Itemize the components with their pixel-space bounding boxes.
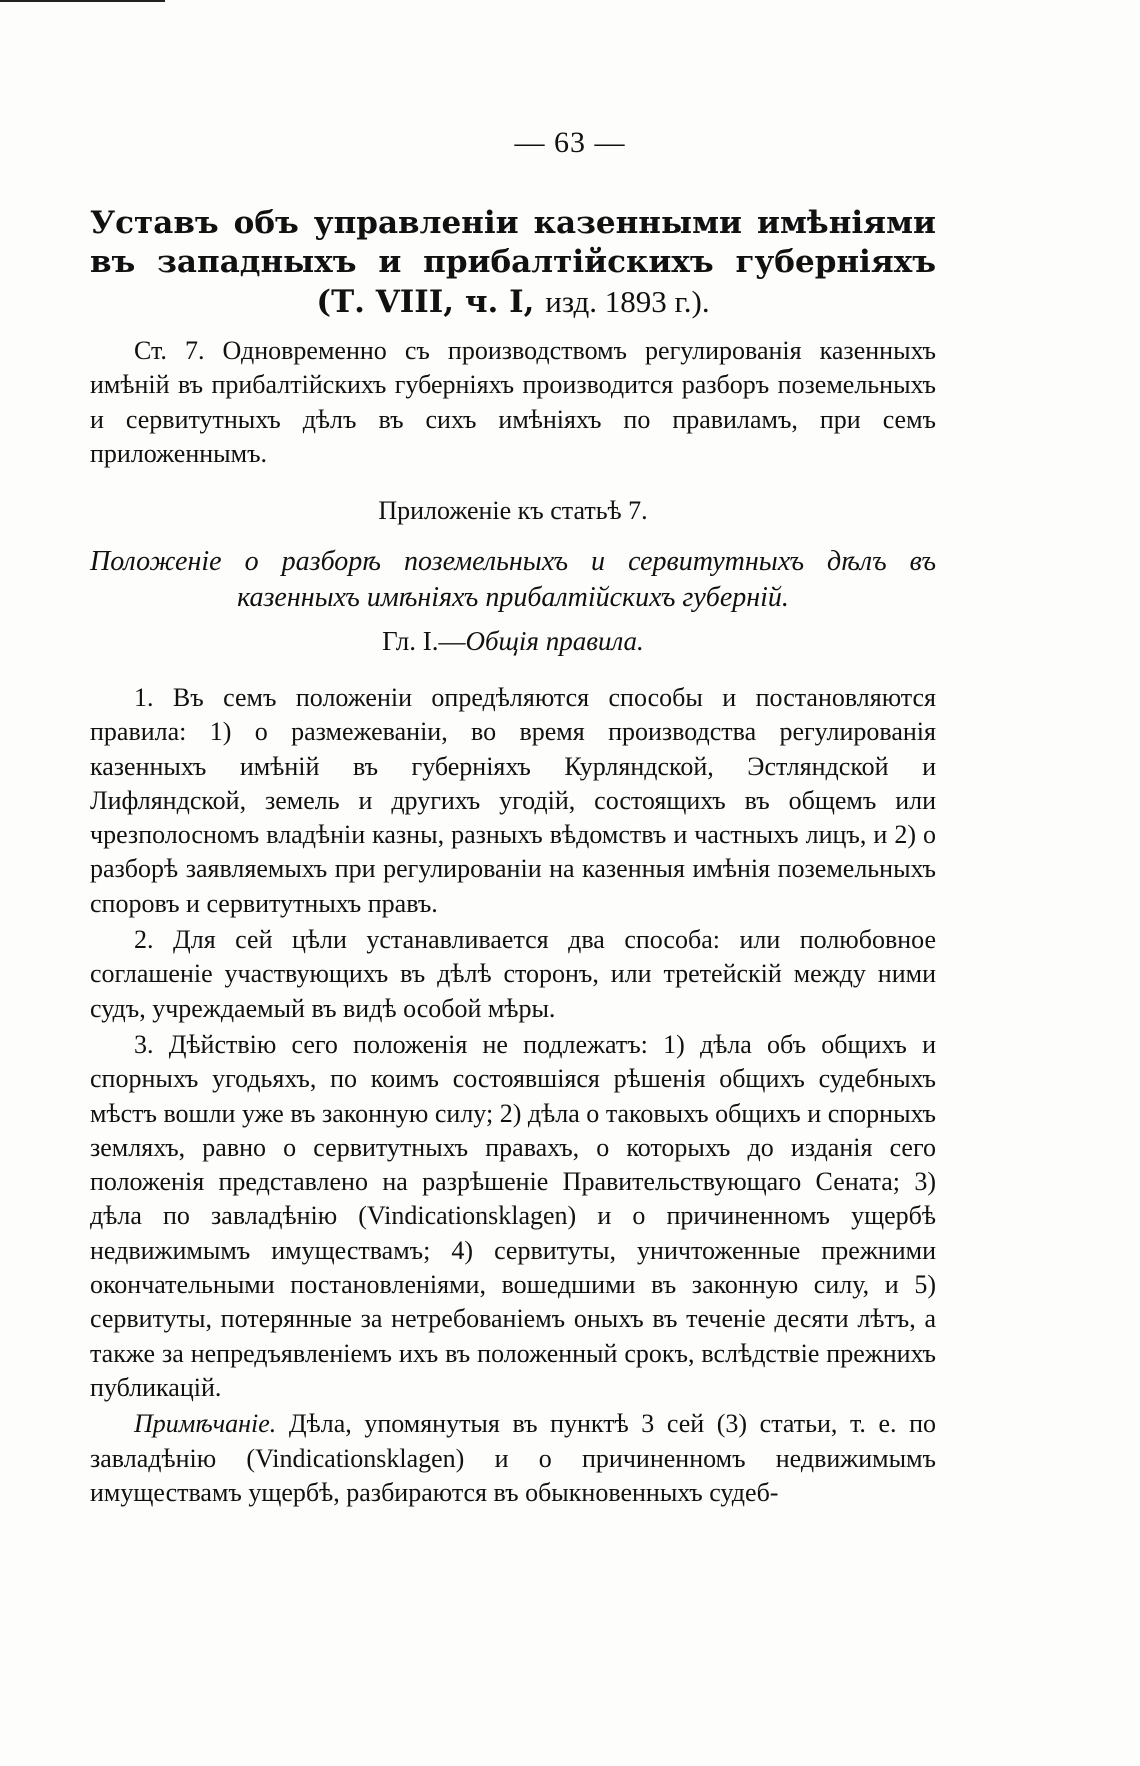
regulation-title: Положеніе о разборѣ поземельныхъ и сервитутныхъ дѣлъ въ казенныхъ имѣніяхъ прибалтійскихъ губерній. <box>90 546 936 613</box>
regulation-body <box>90 681 936 1510</box>
chapter-dash: — <box>438 626 466 656</box>
note-paragraph <box>90 1407 936 1510</box>
statute-title <box>90 204 936 322</box>
scan-edge-mark <box>0 0 165 2</box>
page-number: — 63 — <box>514 126 626 159</box>
appendix-heading: Приложеніе къ статьѣ 7. <box>378 496 648 525</box>
article-7-text: Ст. 7. Одновременно съ производствомъ регулированія казенныхъ имѣній въ прибалтійскихъ губерніяхъ производится разборъ поземельныхъ и сервитутныхъ дѣлъ въ сихъ имѣніяхъ по правиламъ, при семъ приложеннымъ. <box>90 336 936 468</box>
paragraph-3: 3. Дѣйствію сего положенія не подлежатъ: 1) дѣла объ общихъ и спорныхъ угодьяхъ, по коимъ состоявшіяся рѣшенія общихъ судебныхъ мѣстъ вошли уже въ законную силу; 2) дѣла о таковыхъ общихъ и спорныхъ земляхъ, равно о сервитутныхъ правахъ, о которыхъ до изданія сего положенія представлено на разрѣшеніе Правительствующаго Сената; 3) дѣла по завладѣнію (Vindicationsklagen) и о причиненномъ ущербѣ недвижимымъ имуществамъ; 4) сервитуты, уничтоженные прежними окончательными постановленіями, вошедшими въ законную силу, и 5) сервитуты, потерянные за нетребованіемъ оныхъ въ теченіе десяти лѣтъ, а также за непредъявленіемъ ихъ въ положенный срокъ, вслѣдствіе прежнихъ публикацій. <box>90 1029 936 1402</box>
chapter-number: Гл. I. <box>382 626 439 656</box>
chapter-title: Общія правила. <box>465 626 644 656</box>
paragraph-2: 2. Для сей цѣли устанавливается два способа: или полюбовное соглашеніе участвующихъ въ дѣлѣ сторонъ, или третейскій между ними судъ, учреждаемый въ видѣ особой мѣры. <box>90 925 936 1023</box>
note-label: Примѣчаніе. <box>134 1409 277 1439</box>
article-7 <box>90 334 936 471</box>
note-text: Дѣла, упомянутыя въ пунктѣ 3 сей (3) статьи, т. е. по завладѣнію (Vindicationsklagen) и о причиненномъ недвижимымъ имуществамъ ущербѣ, разбираются въ обыкновенныхъ судеб- <box>90 1409 936 1507</box>
chapter-heading <box>90 626 936 657</box>
statute-title-edition: изд. 1893 г.). <box>545 284 710 319</box>
statute-title-main: Уставъ объ управленіи казенными имѣніями въ западныхъ и прибалтійскихъ губерніяхъ (Т. VIII, ч. I, <box>90 205 936 320</box>
paragraph-1: 1. Въ семъ положеніи опредѣляются способы и постановляются правила: 1) о размежеваніи, во время производства регулированія казенныхъ имѣній въ губерніяхъ Курляндской, Эстляндской и Лифляндской, земель и другихъ угодій, состоящихъ въ общемъ или чрезполосномъ владѣніи казны, разныхъ вѣдомствъ и частныхъ лицъ, и 2) о разборѣ заявляемыхъ при регулированіи на казенныя имѣнія поземельныхъ споровъ и сервитутныхъ правъ. <box>90 683 936 918</box>
